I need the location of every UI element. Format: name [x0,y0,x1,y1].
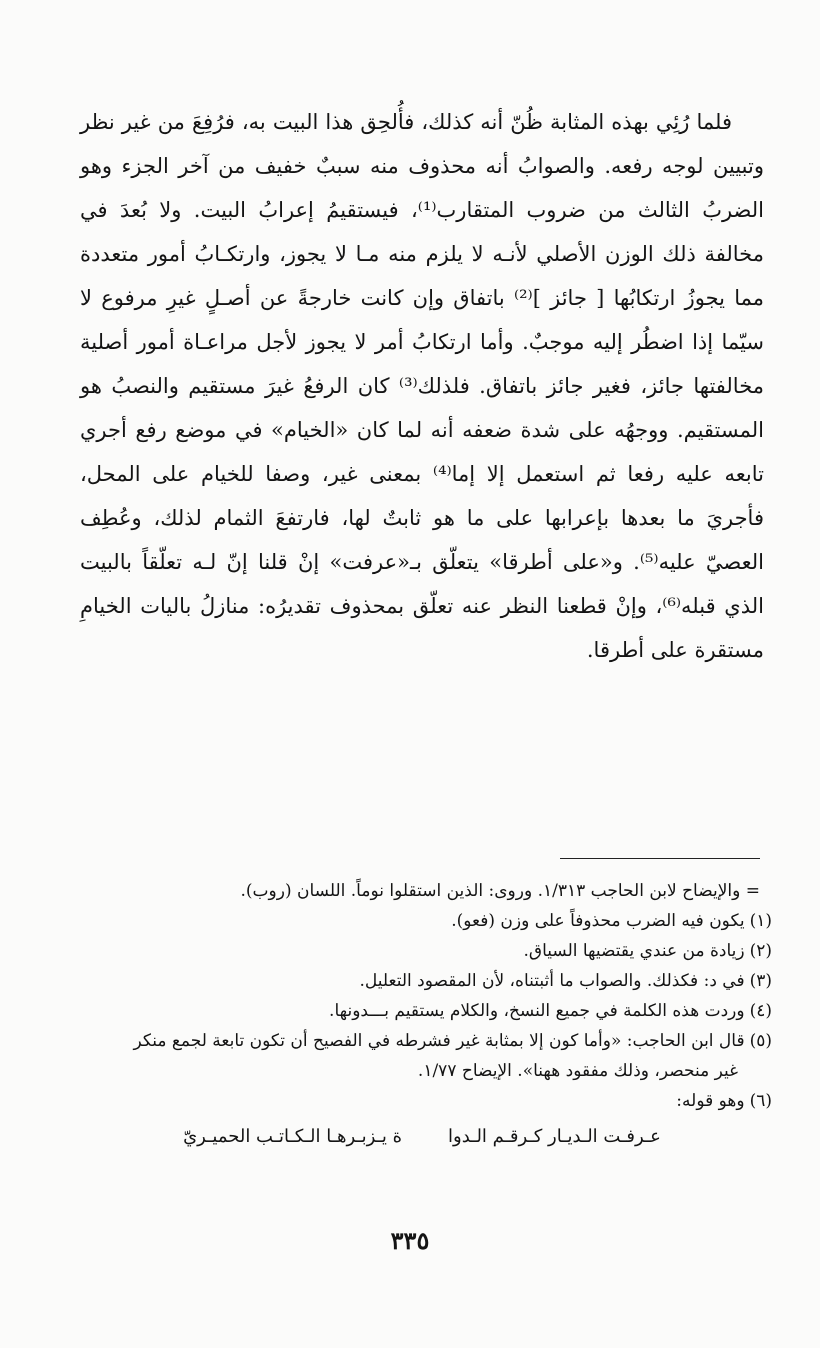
footnote-text: غير منحصر، وذلك مفقود ههنا». الإيضاح ١/٧٧. [417,1061,738,1081]
footnote-marker: (٤) [749,1001,772,1021]
footnotes-section [72,876,772,1152]
footnote-4 [72,996,772,1026]
text-line: فلما رُئِي بهذه المثابة ظُنّ أنه كذلك، فأُلحِق هذا البيت به، فرُفِعَ من غير [121,110,732,134]
footnote-text: زيادة من عندي يقتضيها السياق. [523,941,745,961]
text-line: مرفوع لا سيّما إذا اضطُر إليه موجبٌ. وأما ارتكابُ أمر لا يجوز لأجل مراعـاة [80,286,764,354]
footnote-marker: (٢) [749,941,772,961]
verse-second-hemistich: ة يـزبـرهـا الـكـاتـب الحميـريّ [183,1126,403,1147]
footnote-5 [72,1026,772,1056]
footnote-text: يكون فيه الضرب محذوفاً على وزن (فعو). [451,911,745,931]
text-line: وهو الضربُ الثالث من ضروب المتقارب⁽¹⁾، فيستقيمُ إعرابُ البيت. ولا بُعدَ [80,154,764,222]
footnote-5-continuation [72,1056,772,1086]
poetry-verse [72,1122,772,1152]
text-line: متعددة مما يجوزُ ارتكابُها [ جائز ]⁽²⁾ باتفاق وإن كانت خارجةً عن أصـلٍ غيرِ [80,242,764,310]
footnote-separator [560,858,760,859]
footnote-marker: (١) [749,911,772,931]
text-line: وعُطِف العصيّ عليه⁽⁵⁾. و«على أطرقا» يتعلّق بـ«عرفت» إنْ قلنا إنّ لـه تعلّقاً [80,506,764,574]
footnote-text: وردت هذه الكلمة في جميع النسخ، والكلام يستقيم بـــدونها. [329,1001,745,1021]
text-line: نظر وتبيين لوجه رفعه. والصوابُ أنه محذوف منه سببٌ خفيف من آخر الجزء [80,110,764,178]
text-line: بالبيت الذي قبله⁽⁶⁾، وإنْ قطعنا النظر عنه تعلّق بمحذوف تقديرُه: منازلُ باليات [80,550,764,618]
footnote-marker: (٦) [749,1091,772,1111]
text-line: في مخالفة ذلك الوزن الأصلي لأنـه لا يلزم منه مـا لا يجوز، وارتكـابُ أمور [80,198,764,266]
page-number: ٣٣٥ [390,1226,430,1255]
text-line: المحل، فأجريَ ما بعدها بإعرابها على ما هو ثابتٌ لها، فارتفعَ الثمام لذلك، [80,462,764,530]
footnote-marker: (٣) [749,971,772,991]
footnote-text: قال ابن الحاجب: «وأما كون إلا بمثابة غير فشرطه في الفصيح أن تكون تابعة لجمع منكر [133,1031,745,1051]
footnote-text: وهو قوله: [676,1091,745,1111]
text-line: أمور أصلية مخالفتها جائز، فغير جائز باتفاق. فلذلك⁽³⁾ كان الرفعُ غيرَ مستقيم [80,330,764,398]
footnote-1 [72,906,772,936]
verse-first-hemistich: عـرفـت الـديـار كـرقـم الـدوا [448,1126,661,1147]
footnote-6 [72,1086,772,1116]
text-line: الخيامِ مستقرة على أطرقا. [80,594,764,662]
main-paragraph [80,100,764,672]
footnote-2 [72,936,772,966]
main-text-block [80,100,764,672]
footnote-text: في د: فكذلك. والصواب ما أثبتناه، لأن المقصود التعليل. [359,971,745,991]
text-line: والنصبُ هو المستقيم. ووجهُه على شدة ضعفه أنه لما كان «الخيام» في موضع [80,374,764,442]
footnote-marker: (٥) [749,1031,772,1051]
footnote-3 [72,966,772,996]
footnote-continuation: = والإيضاح لابن الحاجب ١/٣١٣. وروى: الذين استقلوا نوماً. اللسان (روب). [240,881,760,901]
text-line: رفع أجري تابعه عليه رفعا ثم استعمل إلا إما⁽⁴⁾ بمعنى غير، وصفا للخيام على [80,418,764,486]
